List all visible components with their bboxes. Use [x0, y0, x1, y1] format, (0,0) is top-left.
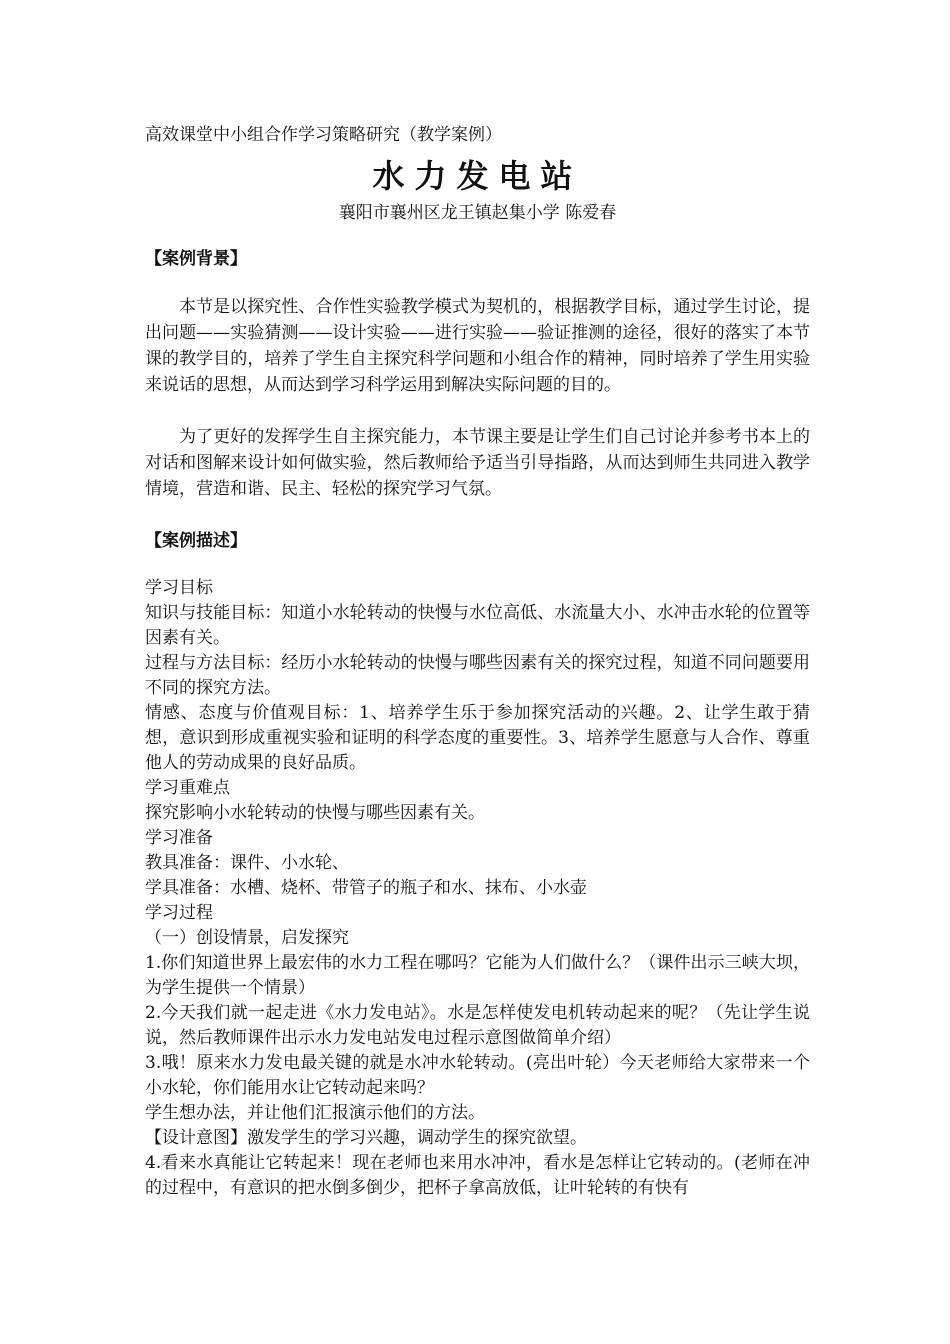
description-line: 3.哦！原来水力发电最关键的就是水冲水轮转动。(亮出叶轮）今天老师给大家带来一个小水轮，你们能用水让它转动起来吗？	[145, 1053, 810, 1098]
description-line: 教具准备：课件、小水轮、	[145, 853, 349, 873]
section-heading-background: 【案例背景】	[145, 249, 247, 269]
description-line: 学习目标	[145, 578, 213, 598]
description-body	[145, 576, 810, 1201]
description-line: 情感、态度与价值观目标：1、培养学生乐于参加探究活动的兴趣。2、让学生敢于猜想，意识到形成重视实验和证明的科学态度的重要性。3、培养学生愿意与人合作、尊重他人的劳动成果的良好品质。	[145, 703, 810, 773]
description-line: 学习重难点	[145, 778, 230, 798]
background-paragraph: 为了更好的发挥学生自主探究能力，本节课主要是让学生们自己讨论并参考书本上的对话和图解来设计如何做实验，然后教师给予适当引导指路，从而达到师生共同进入教学情境，营造和谐、民主、轻松的探究学习气氛。	[145, 427, 810, 499]
description-line: 知识与技能目标：知道小水轮转动的快慢与水位高低、水流量大小、水冲击水轮的位置等因素有关。	[145, 603, 810, 648]
document-author: 襄阳市襄州区龙王镇赵集小学 陈爱春	[338, 203, 617, 223]
document-header: 高效课堂中小组合作学习策略研究（教学案例）	[145, 125, 502, 145]
document-page	[145, 122, 810, 1201]
description-line: 学习过程	[145, 903, 213, 923]
description-line: 4.看来水真能让它转起来！现在老师也来用水冲冲，看水是怎样让它转动的。(老师在冲的过程中，有意识的把水倒多倒少，把杯子拿高放低，让叶轮转的有快有	[145, 1153, 810, 1198]
document-title: 水力发电站	[372, 157, 583, 195]
description-line: 学生想办法，并让他们汇报演示他们的方法。	[145, 1103, 485, 1123]
description-line: 学习准备	[145, 828, 213, 848]
description-line: 1.你们知道世界上最宏伟的水力工程在哪吗？它能为人们做什么？（课件出示三峡大坝，为学生提供一个情景）	[145, 953, 810, 998]
description-line: 【设计意图】激发学生的学习兴趣，调动学生的探究欲望。	[145, 1128, 587, 1148]
background-paragraph: 本节是以探究性、合作性实验教学模式为契机的，根据教学目标，通过学生讨论，提出问题——实验猜测——设计实验——进行实验——验证推测的途径，很好的落实了本节课的教学目的，培养了学生自主探究科学问题和小组合作的精神，同时培养了学生用实验来说话的思想，从而达到学习科学运用到解决实际问题的目的。	[145, 297, 810, 395]
description-line: 过程与方法目标：经历小水轮转动的快慢与哪些因素有关的探究过程，知道不同问题要用不同的探究方法。	[145, 653, 810, 698]
description-line: （一）创设情景，启发探究	[145, 928, 349, 948]
section-heading-description: 【案例描述】	[145, 531, 247, 551]
description-line: 学具准备：水槽、烧杯、带管子的瓶子和水、抹布、小水壶	[145, 878, 587, 898]
description-line: 探究影响小水轮转动的快慢与哪些因素有关。	[145, 803, 485, 823]
description-line: 2.今天我们就一起走进《水力发电站》。水是怎样使发电机转动起来的呢？（先让学生说说，然后教师课件出示水力发电站发电过程示意图做简单介绍）	[145, 1003, 810, 1048]
